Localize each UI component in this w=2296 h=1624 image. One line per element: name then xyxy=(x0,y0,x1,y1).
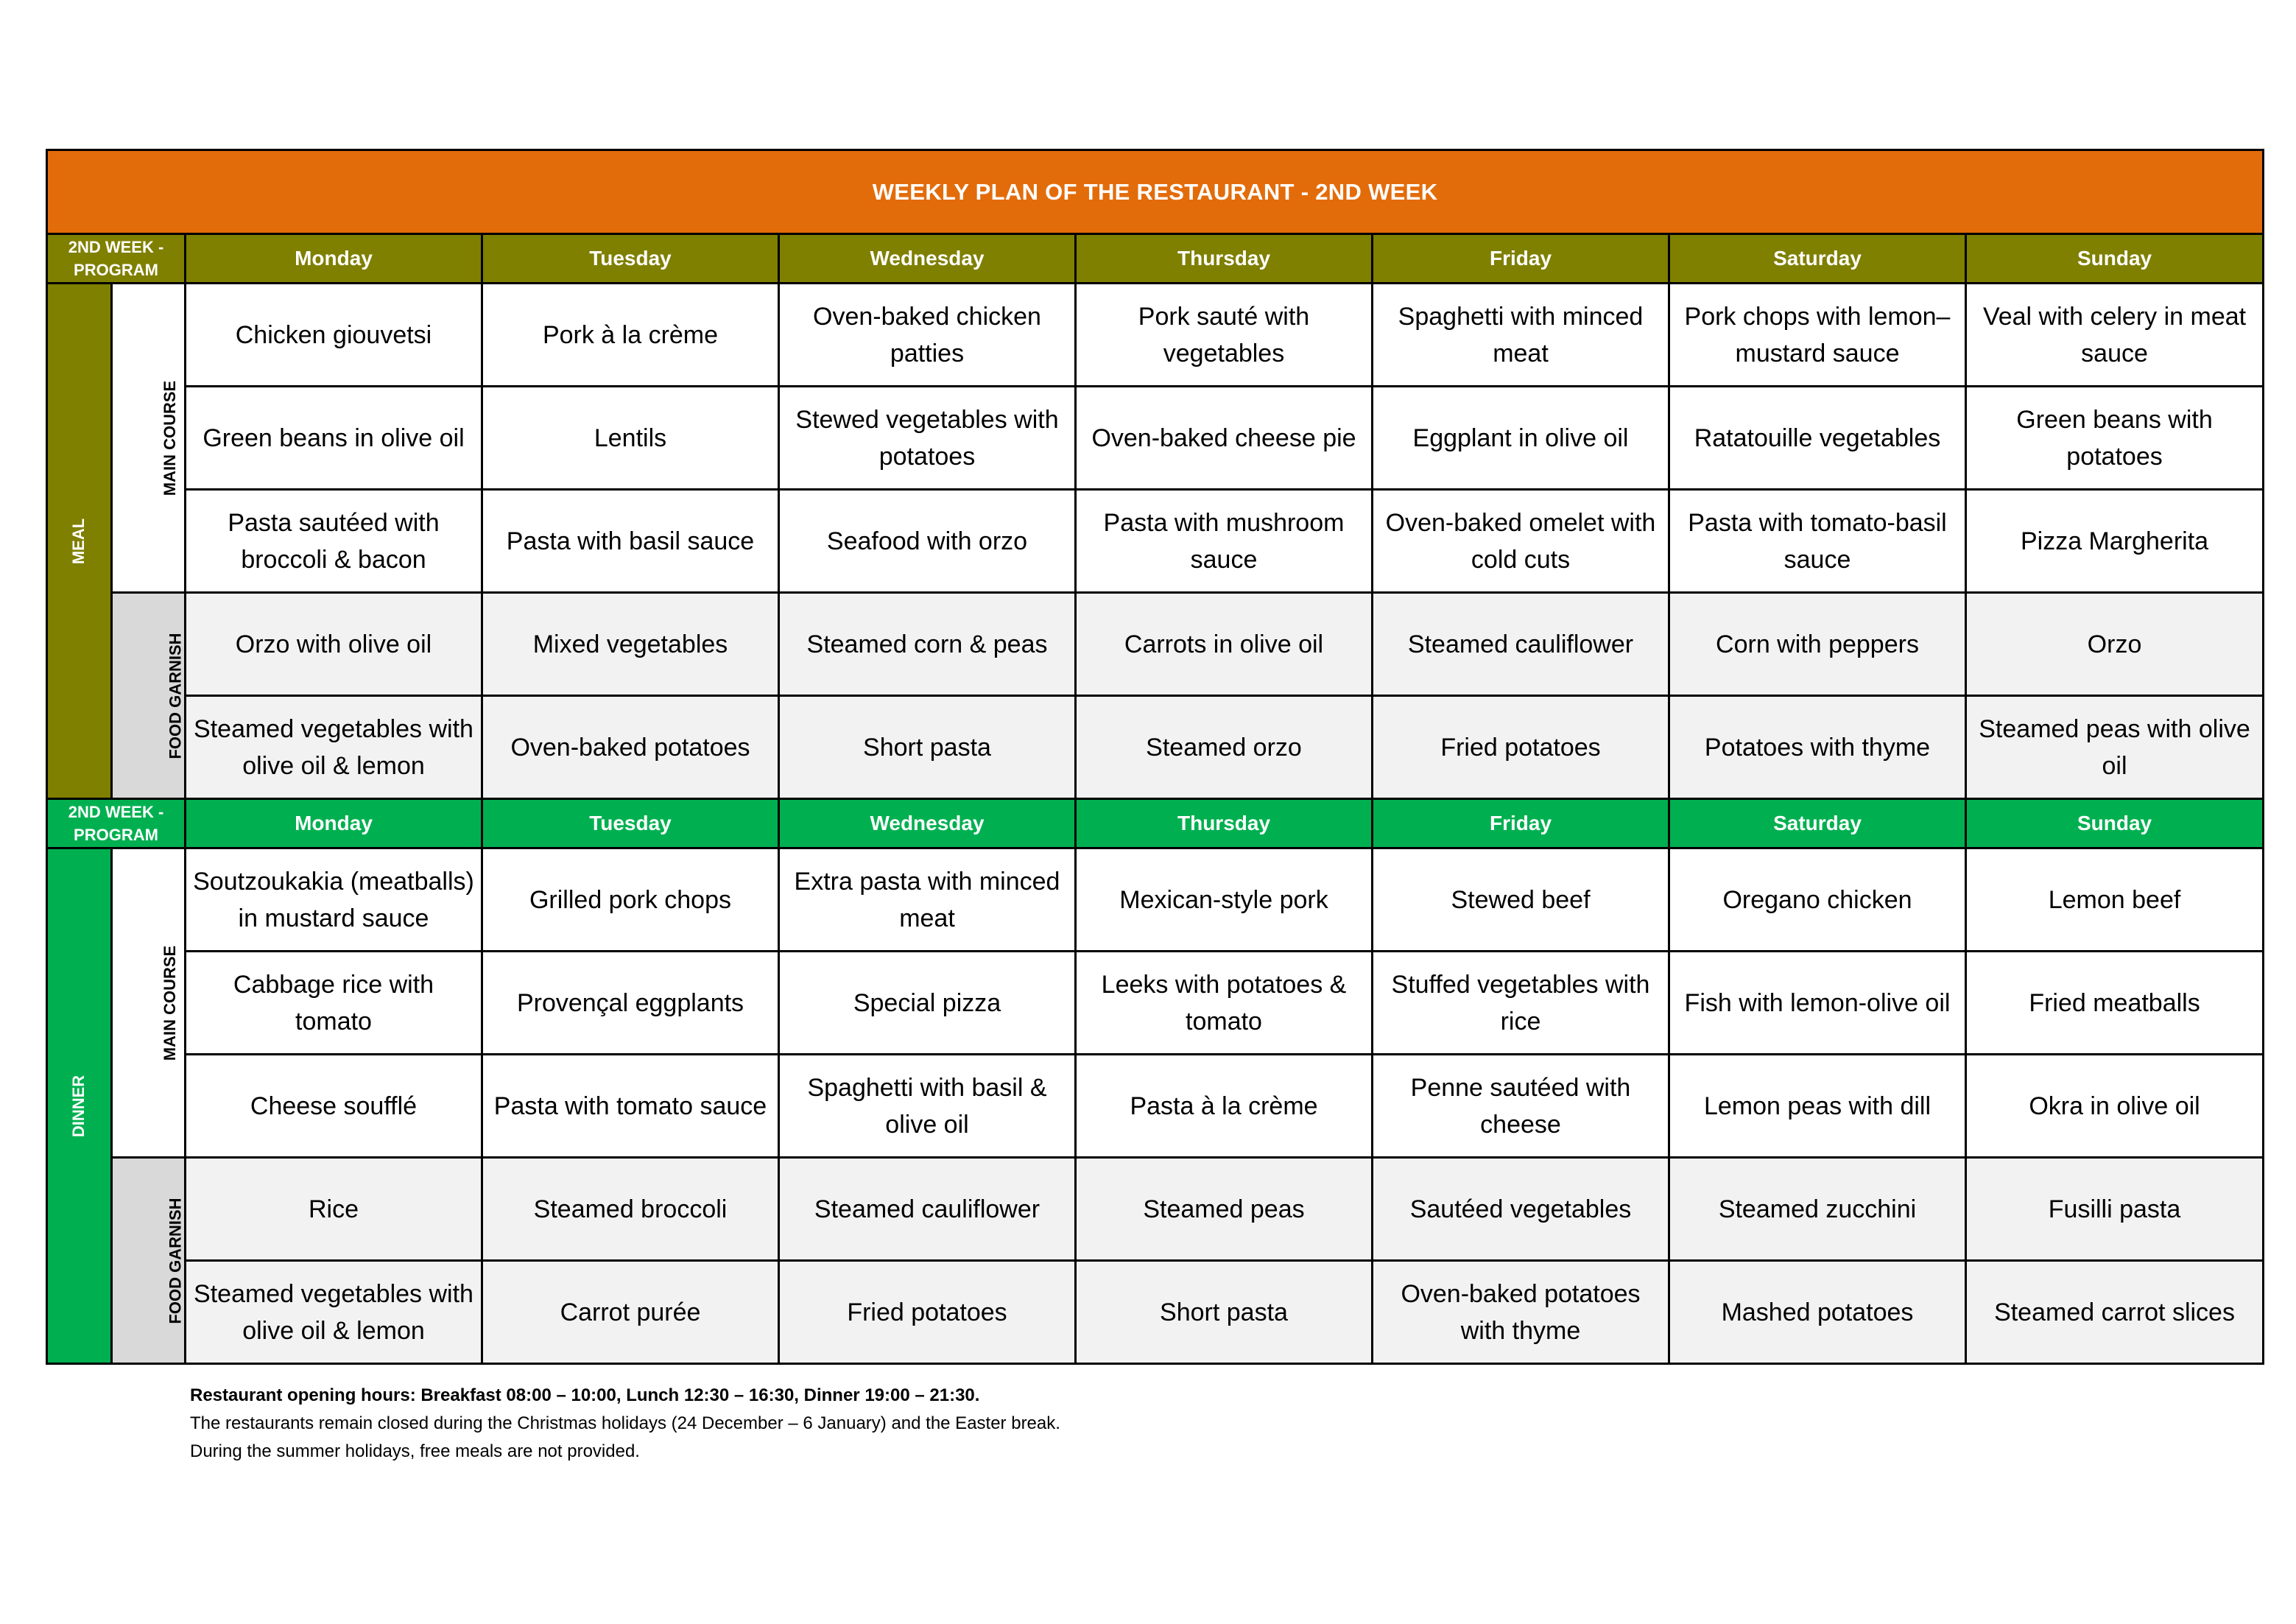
dish-cell: Spaghetti with basil & olive oil xyxy=(779,1055,1076,1158)
dish-cell: Grilled pork chops xyxy=(482,848,779,952)
program-label-line2: PROGRAM xyxy=(74,261,158,279)
weekly-plan-table xyxy=(46,149,2264,1365)
footer-notes xyxy=(190,1382,1060,1466)
dish-cell: Pasta sautéed with broccoli & bacon xyxy=(186,490,482,593)
garnish-cell: Carrot purée xyxy=(482,1261,779,1364)
garnish-cell: Sautéed vegetables xyxy=(1373,1158,1669,1261)
garnish-cell: Carrots in olive oil xyxy=(1076,593,1373,696)
food-garnish-label-text: FOOD GARNISH xyxy=(166,632,185,759)
program-label-line1: 2ND WEEK - xyxy=(68,238,164,256)
dish-cell: Pasta à la crème xyxy=(1076,1055,1373,1158)
garnish-cell: Steamed orzo xyxy=(1076,696,1373,799)
day-header-saturday: Saturday xyxy=(1669,799,1966,848)
dish-cell: Pasta with basil sauce xyxy=(482,490,779,593)
garnish-cell: Steamed peas xyxy=(1076,1158,1373,1261)
opening-hours-note: Restaurant opening hours: Breakfast 08:00 – 10:00, Lunch 12:30 – 16:30, Dinner 19:00 – 21:30. xyxy=(190,1385,980,1405)
day-header-monday: Monday xyxy=(186,234,482,284)
main-course-label-text: MAIN COURSE xyxy=(161,380,180,496)
dish-cell: Pasta with mushroom sauce xyxy=(1076,490,1373,593)
dish-cell: Lemon beef xyxy=(1966,848,2264,952)
dish-cell: Pasta with tomato-basil sauce xyxy=(1669,490,1966,593)
garnish-cell: Oven-baked potatoes xyxy=(482,696,779,799)
program-label-dinner xyxy=(47,799,186,848)
dish-cell: Penne sautéed with cheese xyxy=(1373,1055,1669,1158)
dish-cell: Fish with lemon-olive oil xyxy=(1669,952,1966,1055)
garnish-cell: Mashed potatoes xyxy=(1669,1261,1966,1364)
dish-cell: Oven-baked cheese pie xyxy=(1076,387,1373,490)
dish-cell: Oven-baked chicken patties xyxy=(779,284,1076,387)
garnish-cell: Mixed vegetables xyxy=(482,593,779,696)
garnish-cell: Orzo with olive oil xyxy=(186,593,482,696)
dish-cell: Pork sauté with vegetables xyxy=(1076,284,1373,387)
dish-cell: Stewed beef xyxy=(1373,848,1669,952)
garnish-cell: Steamed cauliflower xyxy=(779,1158,1076,1261)
day-header-sunday: Sunday xyxy=(1966,799,2264,848)
day-header-friday: Friday xyxy=(1373,234,1669,284)
day-header-wednesday: Wednesday xyxy=(779,234,1076,284)
day-header-thursday: Thursday xyxy=(1076,234,1373,284)
dish-cell: Lemon peas with dill xyxy=(1669,1055,1966,1158)
section-label-dinner-text: DINNER xyxy=(69,1075,88,1137)
garnish-cell: Potatoes with thyme xyxy=(1669,696,1966,799)
garnish-cell: Rice xyxy=(186,1158,482,1261)
program-label-line2: PROGRAM xyxy=(74,826,158,844)
food-garnish-label xyxy=(112,593,186,799)
day-header-monday: Monday xyxy=(186,799,482,848)
garnish-cell: Fried potatoes xyxy=(1373,696,1669,799)
section-label-dinner xyxy=(47,848,112,1364)
day-header-saturday: Saturday xyxy=(1669,234,1966,284)
dish-cell: Pork à la crème xyxy=(482,284,779,387)
dish-cell: Oregano chicken xyxy=(1669,848,1966,952)
dish-cell: Stewed vegetables with potatoes xyxy=(779,387,1076,490)
garnish-cell: Fried potatoes xyxy=(779,1261,1076,1364)
garnish-cell: Steamed carrot slices xyxy=(1966,1261,2264,1364)
program-label xyxy=(47,234,186,284)
garnish-cell: Steamed peas with olive oil xyxy=(1966,696,2264,799)
dish-cell: Extra pasta with minced meat xyxy=(779,848,1076,952)
dish-cell: Seafood with orzo xyxy=(779,490,1076,593)
weekly-plan-sheet xyxy=(46,149,2250,1365)
day-header-sunday: Sunday xyxy=(1966,234,2264,284)
dish-cell: Pizza Margherita xyxy=(1966,490,2264,593)
garnish-cell: Corn with peppers xyxy=(1669,593,1966,696)
day-header-tuesday: Tuesday xyxy=(482,234,779,284)
dish-cell: Cabbage rice with tomato xyxy=(186,952,482,1055)
day-header-wednesday: Wednesday xyxy=(779,799,1076,848)
dish-cell: Chicken giouvetsi xyxy=(186,284,482,387)
day-header-friday: Friday xyxy=(1373,799,1669,848)
day-header-tuesday: Tuesday xyxy=(482,799,779,848)
garnish-cell: Steamed broccoli xyxy=(482,1158,779,1261)
dish-cell: Eggplant in olive oil xyxy=(1373,387,1669,490)
section-label-meal-text: MEAL xyxy=(69,518,88,564)
dish-cell: Pasta with tomato sauce xyxy=(482,1055,779,1158)
food-garnish-label-text: FOOD GARNISH xyxy=(166,1197,185,1324)
dish-cell: Leeks with potatoes & tomato xyxy=(1076,952,1373,1055)
dish-cell: Provençal eggplants xyxy=(482,952,779,1055)
dish-cell: Soutzoukakia (meatballs) in mustard sauce xyxy=(186,848,482,952)
program-label-line1: 2ND WEEK - xyxy=(68,803,164,821)
summer-note: During the summer holidays, free meals are not provided. xyxy=(190,1441,640,1461)
dish-cell: Stuffed vegetables with rice xyxy=(1373,952,1669,1055)
garnish-cell: Steamed cauliflower xyxy=(1373,593,1669,696)
garnish-cell: Short pasta xyxy=(1076,1261,1373,1364)
dish-cell: Mexican-style pork xyxy=(1076,848,1373,952)
garnish-cell: Steamed vegetables with olive oil & lemon xyxy=(186,1261,482,1364)
food-garnish-label xyxy=(112,1158,186,1364)
garnish-cell: Fusilli pasta xyxy=(1966,1158,2264,1261)
dish-cell: Okra in olive oil xyxy=(1966,1055,2264,1158)
garnish-cell: Steamed vegetables with olive oil & lemon xyxy=(186,696,482,799)
dish-cell: Spaghetti with minced meat xyxy=(1373,284,1669,387)
main-course-label xyxy=(112,848,186,1158)
dish-cell: Green beans in olive oil xyxy=(186,387,482,490)
dish-cell: Special pizza xyxy=(779,952,1076,1055)
dish-cell: Fried meatballs xyxy=(1966,952,2264,1055)
dish-cell: Pork chops with lemon–mustard sauce xyxy=(1669,284,1966,387)
dish-cell: Lentils xyxy=(482,387,779,490)
garnish-cell: Steamed corn & peas xyxy=(779,593,1076,696)
day-header-thursday: Thursday xyxy=(1076,799,1373,848)
garnish-cell: Steamed zucchini xyxy=(1669,1158,1966,1261)
plan-title: WEEKLY PLAN OF THE RESTAURANT - 2ND WEEK xyxy=(47,150,2264,234)
main-course-label-text: MAIN COURSE xyxy=(161,945,180,1061)
section-label-meal xyxy=(47,284,112,799)
dish-cell: Oven-baked omelet with cold cuts xyxy=(1373,490,1669,593)
dish-cell: Green beans with potatoes xyxy=(1966,387,2264,490)
dish-cell: Veal with celery in meat sauce xyxy=(1966,284,2264,387)
garnish-cell: Oven-baked potatoes with thyme xyxy=(1373,1261,1669,1364)
dish-cell: Ratatouille vegetables xyxy=(1669,387,1966,490)
main-course-label xyxy=(112,284,186,593)
closure-note: The restaurants remain closed during the Christmas holidays (24 December – 6 January) and the Easter break. xyxy=(190,1413,1060,1433)
garnish-cell: Orzo xyxy=(1966,593,2264,696)
garnish-cell: Short pasta xyxy=(779,696,1076,799)
dish-cell: Cheese soufflé xyxy=(186,1055,482,1158)
